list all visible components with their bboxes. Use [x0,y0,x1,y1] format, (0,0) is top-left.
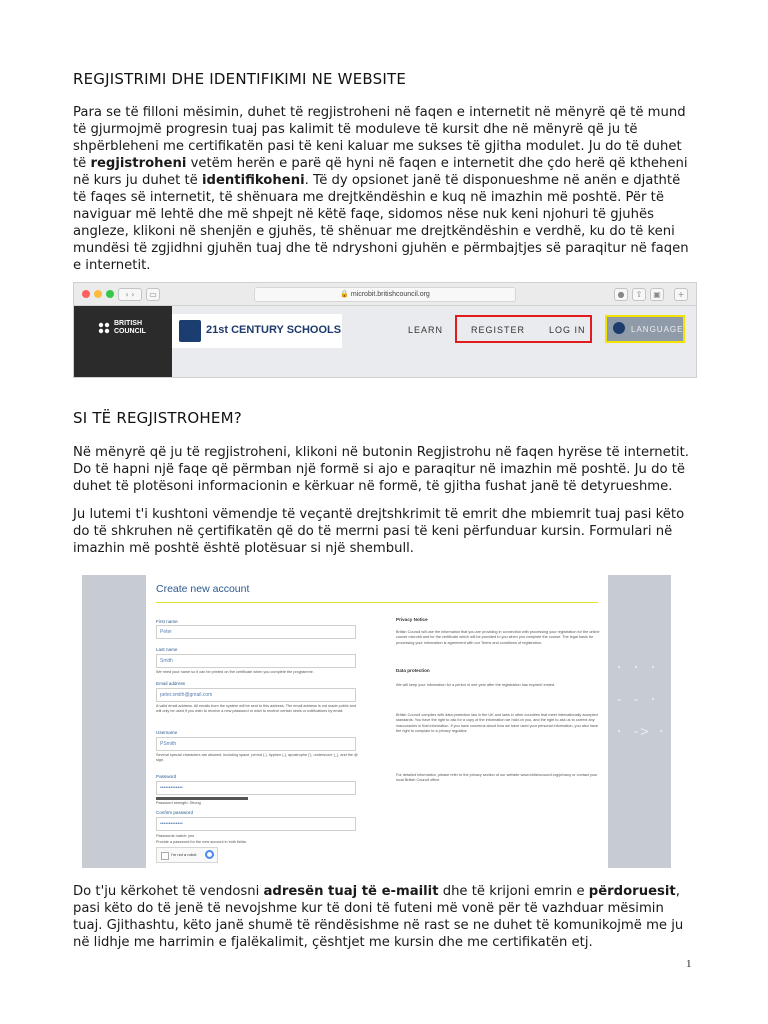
nav-language-link: LANGUAGE [631,325,684,334]
address-bar [254,287,516,302]
recaptcha-checkbox [161,852,169,860]
para1-bold-register: regjistroheni [90,156,187,171]
nav-login-link: LOG IN [549,325,586,335]
privacy-detail-text: For detailed information, please refer to the privacy section of our website www.britishcouncil.org/privacy or contact your local British Council office. [396,773,598,783]
download-icon: ● [614,288,628,301]
section-heading-registration: REGJISTRIMI DHE IDENTIFIKIMI NE WEBSITE [73,70,407,88]
username-hint: Several special characters are allowed, including space, period (.), hyphen (-), apostrophe ('), underscore (_), and the @ sign. [156,753,358,762]
para1-text-2: vetëm herën e parë që hyni në faqen e internetit dhe çdo herë që ktheheni në kurs ju duhet të [73,156,688,188]
data-protection-text: We will keep your information for a period of one year after the registration has expired/ ended. [396,683,556,687]
british-council-wordmark: BRITISH COUNCIL [114,320,146,335]
title-rule [156,602,598,603]
page-number: 1 [686,958,692,970]
data-protection-heading: Data protection [396,668,430,673]
spelling-note-paragraph: Ju lutemi t'i kushtoni vëmendje të veçantë drejtshkrimit të emrit dhe mbiemrit tuaj pasi këto do të shkruhen në çertifikatën që do të merrni pasi të keni përfunduar kursin. Formulari në imazhin më poshtë është plotësuar si një shembull. [73,507,685,556]
new-tab-icon: + [674,288,688,301]
password-strength-text: Password strength: Strong [156,801,201,805]
close-window-icon [82,290,90,298]
privacy-notice-heading: Privacy Notice [396,617,428,622]
para4-bold-email: adresën tuaj të e-mailit [263,884,439,899]
first-name-label: First name [156,619,178,624]
tabs-icon: ▣ [650,288,664,301]
confirm-password-field: ••••••••••••• [156,817,356,831]
schools-brand-text: 21st CENTURY SCHOOLS [206,324,342,336]
british-council-dots-icon [98,322,112,336]
british-council-logo [74,306,172,377]
privacy-notice-text: British Council will use the information that you are providing in connection with processing your registration for the online course microbit and for the certificate which will be provided to you when you complete the course. The legal basis for processing your information is agreement with our Terms and conditions of registration. [396,630,600,645]
username-field: PSmith [156,737,356,751]
website-header-screenshot [73,282,697,378]
back-forward-icon: ‹ › [118,288,142,301]
recaptcha-label: I'm not a robot [171,852,197,857]
confirm-password-hint: Provide a password for the new account in both fields. [156,840,247,844]
para4-text-3: , pasi këto do të jenë të nevojshme kur të doni të futeni më vonë për të vazhduar mësimin tuaj. Gjithashtu, këto janë shumë të rëndësishme në rast se ne duhet të komunikojmë me ju në lidhje me harrimin e fjalëkalimit, çështjet me kursin dhe me certifikatën etj. [73,884,684,950]
para4-text-1: Do t'ju kërkohet të vendosni [73,884,264,899]
register-instructions-paragraph: Në mënyrë që ju të regjistroheni, klikoni në butonin Regjistrohu në faqen hyrëse të internetit. Do të hapni një faqe që përmban një formë si ajo e paraqitur në imazhin më poshtë. Ju do të duhet të plotësoni informacionin e kërkuar në formë, të gjitha fushat janë të detyrueshme. [73,445,689,494]
recaptcha-icon [205,850,214,859]
last-name-hint: We need your name so it can be printed on the certificate when you complete the programme. [156,670,314,674]
email-hint: A valid email address. All emails from the system will be sent to this address. The email address is not made public and will only be used if you wish to receive a new password or wish to receive certain news or notifications by email. [156,704,356,713]
compliance-text: British Council complies with data protection law in the UK and laws in other countries that meet internationally accepted standards. You have the right to ask for a copy of the information we hold on you, and the right to ask us to correct any inaccuracies in that information. If you have concerns about how we have used your personal information, you also have the right to complain to a privacy regulator. [396,713,598,734]
red-highlight-box [455,315,592,343]
form-title: Create new account [156,583,250,595]
intro-paragraph [73,104,697,274]
para4-text-2: dhe të krijoni emrin e [438,884,589,899]
schools-logo-icon [179,320,201,342]
form-panel [146,575,608,868]
section-heading-how-to-register: SI TË REGJISTROHEM? [73,409,242,427]
sidebar-icon: ▭ [146,288,160,301]
nav-learn-link: LEARN [408,325,444,335]
confirm-password-label: Confirm password [156,810,194,815]
last-name-field: Smith [156,654,356,668]
password-label: Password [156,774,177,779]
password-field: ••••••••••••• [156,781,356,795]
email-label: Email address [156,681,186,686]
decorative-pattern-right: · · · - - · · -> · [615,660,666,740]
password-match-text: Passwords match: yes [156,834,194,838]
recaptcha-widget [156,847,218,863]
para1-bold-identify: identifikoheni [202,173,305,188]
url-text: microbit.britishcouncil.org [350,291,430,298]
last-name-label: Last name [156,647,178,652]
para1-text-3: . Të dy opsionet janë të disponueshme në anën e djathtë të faqes së internetit, të shënuara me drejtkëndëshin e kuq në imazhin më poshtë. Për të naviguar më lehtë dhe më shpejt në këtë faqe, sidomos nëse nuk keni njohuri të gjuhës angleze, klikoni në shenjën e gjuhës, të shënuar me drejtkëndëshin e verdhë, ku do të keni mundësi të zgjidhni gjuhën tuaj dhe të ndryshoni gjuhën e përmbajtjes së paraqitur në faqen e internetit. [73,173,689,273]
username-label: Username [156,730,178,735]
nav-register-link: REGISTER [471,325,526,335]
create-account-screenshot [82,575,671,868]
email-field: peter.smith@gmail.com [156,688,356,702]
para4-bold-username: përdoruesit [588,884,676,899]
yellow-highlight-box [605,315,685,343]
minimize-window-icon [94,290,102,298]
first-name-field: Peter [156,625,356,639]
maximize-window-icon [106,290,114,298]
email-username-paragraph [73,883,697,951]
password-strength-bar [156,797,248,800]
para1-text-1: Para se të filloni mësimin, duhet të regjistroheni në faqen e internetit në mënyrë që të mund të gjurmojmë progresin tuaj pas kalimit të moduleve të kursit dhe në mënyrë që ju të shpërbleheni me certifikatën pasi të keni kaluar me sukses të gjitha modulet. Ju do të duhet të [73,105,686,171]
lock-icon: 🔒 [340,291,349,298]
browser-toolbar [74,283,696,306]
share-icon: ⇧ [632,288,646,301]
